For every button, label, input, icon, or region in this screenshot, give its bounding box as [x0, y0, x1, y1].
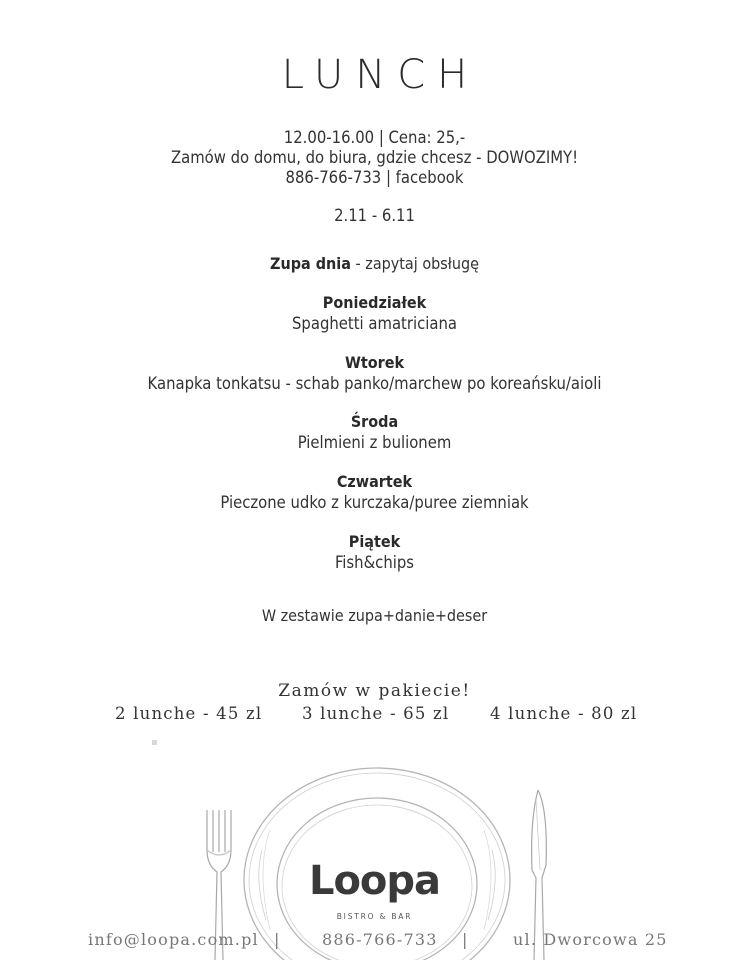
footer-separator: |: [274, 930, 280, 949]
day-name: Poniedziałek: [322, 293, 427, 312]
contact-line: 886-766-733 | facebook: [285, 168, 464, 187]
footer-email: info@loopa.com.pl: [88, 930, 259, 949]
day-name: Piątek: [348, 532, 401, 551]
package-item: 2 lunche - 45 zl: [115, 704, 263, 723]
package-item: 3 lunche - 65 zl: [302, 704, 450, 723]
soup-label: Zupa dnia: [270, 254, 351, 273]
date-range: 2.11 - 6.11: [334, 206, 415, 225]
day-dish: Spaghetti amatriciana: [292, 314, 457, 333]
day-dish: Fish&chips: [334, 553, 415, 572]
day-name: Wtorek: [344, 353, 405, 372]
footer-phone: 886-766-733: [322, 930, 438, 949]
day-dish: Kanapka tonkatsu - schab panko/marchew po koreańsku/aioli: [147, 374, 602, 393]
footer-separator: |: [462, 930, 468, 949]
logo-tagline: BISTRO & BAR: [336, 912, 413, 921]
day-dish: Pieczone udko z kurczaka/puree ziemniak: [220, 493, 529, 512]
menu-title: LUNCH: [281, 52, 480, 98]
set-note: W zestawie zupa+danie+deser: [261, 606, 488, 625]
package-title: Zamów w pakiecie!: [278, 681, 471, 701]
soup-text: - zapytaj obsługę: [350, 254, 479, 273]
hours-price-line: 12.00-16.00 | Cena: 25,-: [283, 128, 466, 147]
footer-address: ul. Dworcowa 25: [513, 930, 668, 949]
soup-of-the-day: [0, 254, 749, 273]
delivery-line: Zamów do domu, do biura, gdzie chcesz - DOWOZIMY!: [170, 148, 579, 167]
day-dish: Pielmieni z bulionem: [297, 433, 452, 452]
day-name: Środa: [350, 412, 399, 431]
loopa-logo: Loopa: [308, 858, 441, 904]
day-name: Czwartek: [336, 472, 413, 491]
package-item: 4 lunche - 80 zl: [490, 704, 638, 723]
decorative-dot: [152, 740, 157, 745]
